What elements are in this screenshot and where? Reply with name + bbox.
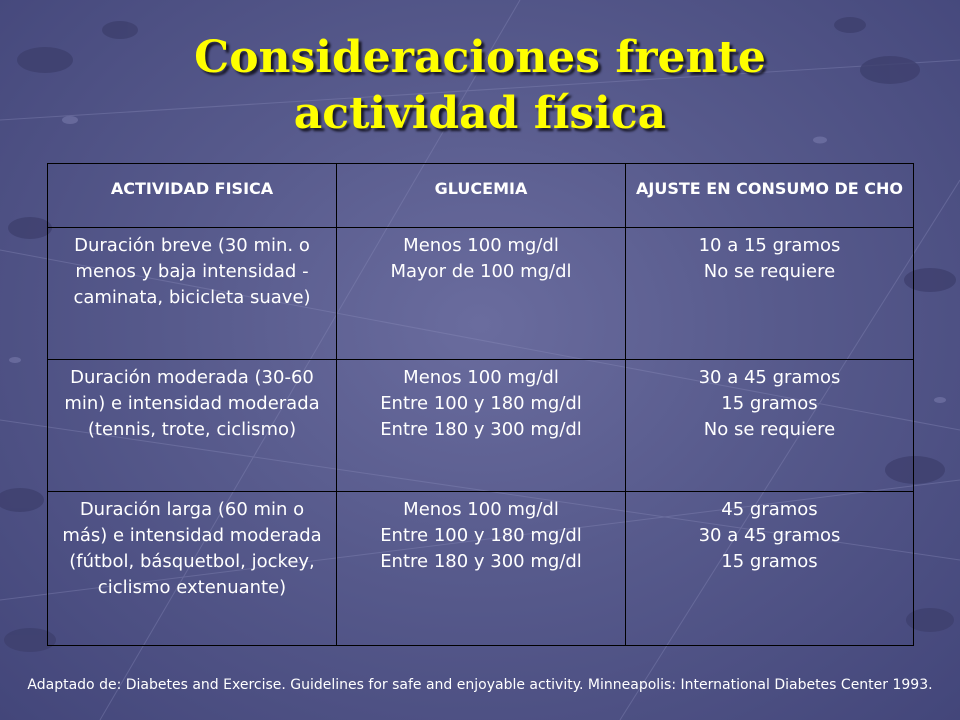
glucemia-cell — [337, 492, 626, 646]
ajuste-value: No se requiere — [703, 419, 836, 440]
table-row — [48, 228, 914, 360]
glucemia-value: Menos 100 mg/dl — [403, 367, 559, 388]
ajuste-value: 15 gramos — [721, 551, 818, 572]
table-row — [48, 360, 914, 492]
slide-title — [0, 30, 960, 142]
ajuste-value: 10 a 15 gramos — [698, 235, 841, 256]
ajuste-value: 45 gramos — [721, 499, 818, 520]
glucemia-cell — [337, 228, 626, 360]
glucemia-value: Entre 100 y 180 mg/dl — [380, 525, 582, 546]
header-glucemia: GLUCEMIA — [337, 164, 626, 228]
header-actividad: ACTIVIDAD FISICA — [48, 164, 337, 228]
table-row — [48, 492, 914, 646]
ajuste-value: 15 gramos — [721, 393, 818, 414]
title-line-2: actividad física — [293, 88, 667, 139]
activity-cell: Duración moderada (30-60 min) e intensidad moderada (tennis, trote, ciclismo) — [48, 360, 337, 492]
activity-table — [47, 163, 914, 646]
ajuste-cell — [626, 492, 914, 646]
glucemia-value: Entre 100 y 180 mg/dl — [380, 393, 582, 414]
glucemia-value: Menos 100 mg/dl — [403, 499, 559, 520]
activity-cell: Duración breve (30 min. o menos y baja intensidad - caminata, bicicleta suave) — [48, 228, 337, 360]
ajuste-value: No se requiere — [703, 261, 836, 282]
glucemia-value: Mayor de 100 mg/dl — [390, 261, 572, 282]
glucemia-value: Entre 180 y 300 mg/dl — [380, 551, 582, 572]
glucemia-value: Menos 100 mg/dl — [403, 235, 559, 256]
source-citation: Adaptado de: Diabetes and Exercise. Guidelines for safe and enjoyable activity. Minneapolis: International Diabetes Center 1993. — [27, 677, 933, 693]
ajuste-cell — [626, 228, 914, 360]
ajuste-value: 30 a 45 gramos — [698, 367, 841, 388]
ajuste-value: 30 a 45 gramos — [698, 525, 841, 546]
ajuste-cell — [626, 360, 914, 492]
activity-cell: Duración larga (60 min o más) e intensidad moderada (fútbol, básquetbol, jockey, ciclismo extenuante) — [48, 492, 337, 646]
activity-table-container — [47, 163, 913, 646]
glucemia-value: Entre 180 y 300 mg/dl — [380, 419, 582, 440]
header-ajuste: AJUSTE EN CONSUMO DE CHO — [626, 164, 914, 228]
title-line-1: Consideraciones frente — [194, 32, 766, 83]
table-header-row — [48, 164, 914, 228]
glucemia-cell — [337, 360, 626, 492]
